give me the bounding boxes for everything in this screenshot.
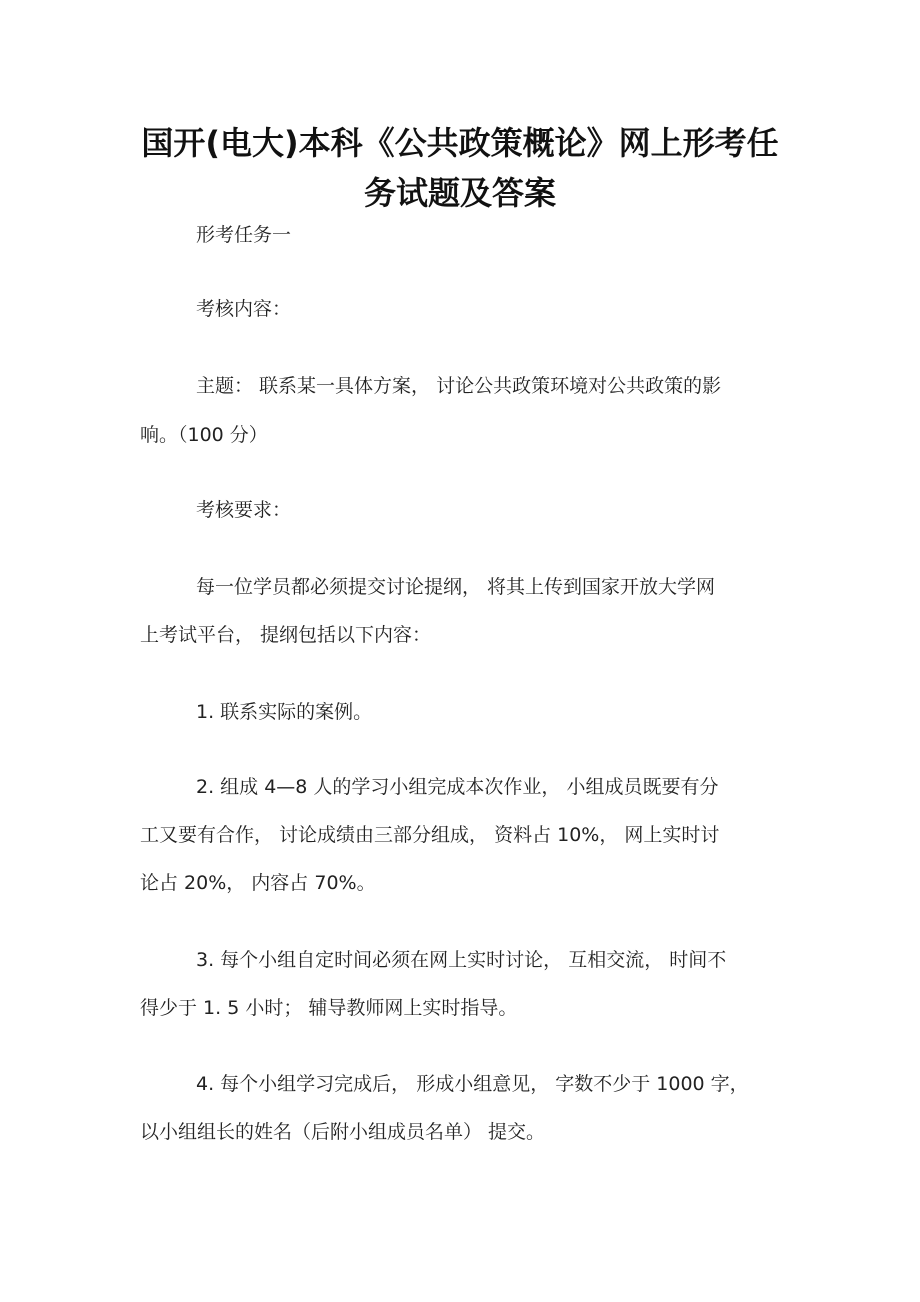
title-line-1: 国开(电大)本科《公共政策概论》网上形考任 [141, 124, 779, 162]
list-item-4-line-1: 4. 每个小组学习完成后， 形成小组意见， 字数不少于 1000 字， [196, 1073, 749, 1095]
list-item-1: 1. 联系实际的案例。 [196, 701, 373, 723]
paragraph-requirements-heading: 考核要求： [196, 499, 292, 521]
title-line-2: 务试题及答案 [363, 174, 556, 212]
list-item-2-line-3: 论占 20%， 内容占 70%。 [140, 872, 376, 894]
list-item-3-line-1: 3. 每个小组自定时间必须在网上实时讨论， 互相交流， 时间不 [196, 949, 727, 971]
list-item-2-line-2: 工又要有合作， 讨论成绩由三部分组成， 资料占 10%， 网上实时讨 [140, 824, 720, 846]
paragraph-topic-line-1: 主题： 联系某一具体方案， 讨论公共政策环境对公共政策的影 [196, 375, 722, 397]
paragraph-submission-line-2: 上考试平台， 提纲包括以下内容： [140, 624, 432, 646]
paragraph-topic-line-2: 响。（100 分） [140, 424, 268, 446]
list-item-3-line-2: 得少于 1. 5 小时； 辅导教师网上实时指导。 [140, 997, 518, 1019]
document-title [120, 118, 800, 218]
paragraph-submission-line-1: 每一位学员都必须提交讨论提纲， 将其上传到国家开放大学网 [196, 576, 716, 598]
list-item-4-line-2: 以小组组长的姓名（后附小组成员名单） 提交。 [140, 1121, 546, 1143]
list-item-2-line-1: 2. 组成 4—8 人的学习小组完成本次作业， 小组成员既要有分 [196, 776, 719, 798]
paragraph-task-heading: 形考任务一 [196, 224, 292, 246]
paragraph-content-heading: 考核内容： [196, 298, 292, 320]
